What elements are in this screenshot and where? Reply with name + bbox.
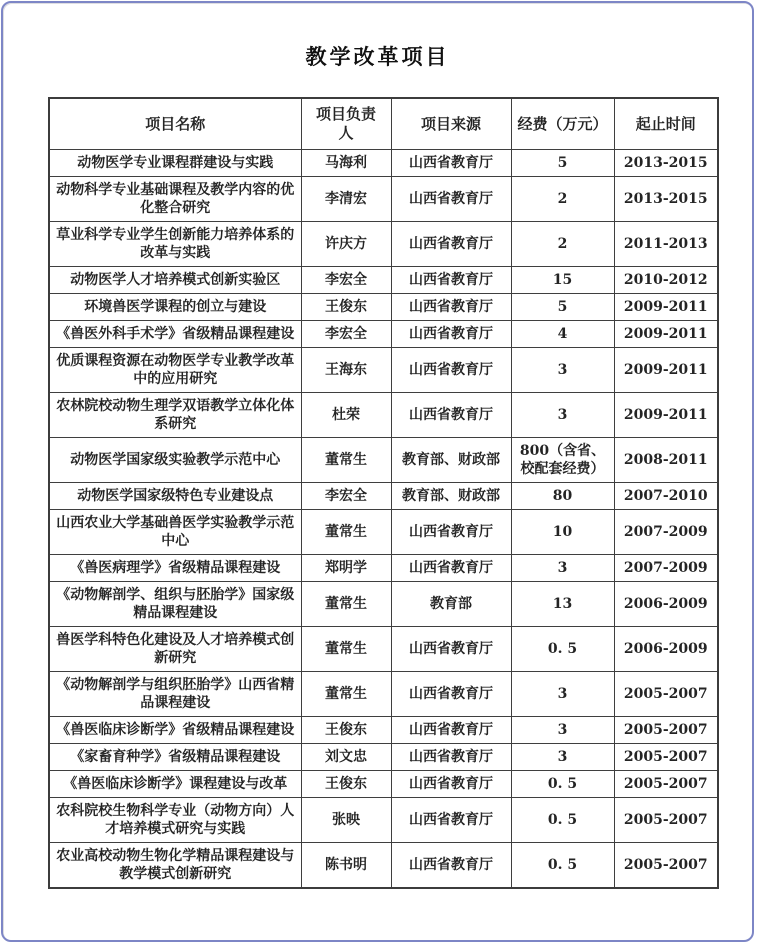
cell-project-name: 动物科学专业基础课程及教学内容的优化整合研究	[49, 177, 301, 222]
cell-period: 2009-2011	[614, 393, 718, 438]
cell-funding: 0. 5	[511, 771, 614, 798]
projects-table	[48, 97, 719, 889]
cell-source: 山西省教育厅	[391, 294, 511, 321]
cell-period: 2007-2010	[614, 483, 718, 510]
cell-leader: 董常生	[301, 672, 391, 717]
cell-source: 教育部、财政部	[391, 483, 511, 510]
cell-source: 山西省教育厅	[391, 267, 511, 294]
cell-source: 教育部	[391, 582, 511, 627]
cell-period: 2008-2011	[614, 438, 718, 483]
cell-leader: 李宏全	[301, 321, 391, 348]
cell-leader: 马海利	[301, 150, 391, 177]
cell-funding: 3	[511, 393, 614, 438]
table-row	[49, 393, 718, 438]
cell-funding: 0. 5	[511, 627, 614, 672]
cell-period: 2005-2007	[614, 672, 718, 717]
cell-project-name: 动物医学人才培养模式创新实验区	[49, 267, 301, 294]
cell-period: 2010-2012	[614, 267, 718, 294]
cell-project-name: 《兽医临床诊断学》省级精品课程建设	[49, 717, 301, 744]
cell-leader: 李宏全	[301, 483, 391, 510]
cell-leader: 李清宏	[301, 177, 391, 222]
cell-leader: 杜荣	[301, 393, 391, 438]
cell-period: 2005-2007	[614, 717, 718, 744]
cell-source: 山西省教育厅	[391, 393, 511, 438]
cell-leader: 王俊东	[301, 717, 391, 744]
table-row	[49, 510, 718, 555]
cell-leader: 董常生	[301, 510, 391, 555]
cell-period: 2005-2007	[614, 798, 718, 843]
table-row	[49, 582, 718, 627]
cell-leader: 张映	[301, 798, 391, 843]
cell-project-name: 《动物解剖学与组织胚胎学》山西省精品课程建设	[49, 672, 301, 717]
table-row	[49, 843, 718, 889]
cell-funding: 2	[511, 177, 614, 222]
cell-source: 山西省教育厅	[391, 744, 511, 771]
cell-period: 2009-2011	[614, 294, 718, 321]
cell-leader: 董常生	[301, 627, 391, 672]
cell-source: 山西省教育厅	[391, 798, 511, 843]
cell-funding: 3	[511, 717, 614, 744]
table-row	[49, 717, 718, 744]
column-header-period	[614, 98, 718, 150]
cell-project-name: 《兽医外科手术学》省级精品课程建设	[49, 321, 301, 348]
table-row	[49, 771, 718, 798]
cell-project-name: 草业科学专业学生创新能力培养体系的改革与实践	[49, 222, 301, 267]
cell-funding: 800（含省、校配套经费）	[511, 438, 614, 483]
cell-period: 2013-2015	[614, 177, 718, 222]
cell-project-name: 农科院校生物科学专业（动物方向）人才培养模式研究与实践	[49, 798, 301, 843]
table-row	[49, 177, 718, 222]
cell-source: 山西省教育厅	[391, 771, 511, 798]
cell-funding: 0. 5	[511, 843, 614, 889]
cell-leader: 王海东	[301, 348, 391, 393]
cell-project-name: 兽医学科特色化建设及人才培养模式创新研究	[49, 627, 301, 672]
column-header-leader-label: 项目负责人	[315, 105, 376, 142]
cell-leader: 陈书明	[301, 843, 391, 889]
cell-project-name: 农林院校动物生理学双语教学立体化体系研究	[49, 393, 301, 438]
cell-leader: 刘文忠	[301, 744, 391, 771]
header-row	[49, 98, 718, 150]
table-row	[49, 321, 718, 348]
cell-funding: 3	[511, 744, 614, 771]
cell-leader: 郑明学	[301, 555, 391, 582]
cell-source: 山西省教育厅	[391, 510, 511, 555]
page-title: 教学改革项目	[305, 45, 450, 69]
cell-leader: 董常生	[301, 582, 391, 627]
cell-source: 山西省教育厅	[391, 627, 511, 672]
column-header-funding	[511, 98, 614, 150]
table-row	[49, 627, 718, 672]
column-header-funding-label: 经费（万元）	[517, 114, 608, 133]
table-row	[49, 483, 718, 510]
cell-leader: 李宏全	[301, 267, 391, 294]
cell-funding: 3	[511, 348, 614, 393]
cell-source: 山西省教育厅	[391, 843, 511, 889]
cell-period: 2005-2007	[614, 744, 718, 771]
cell-funding: 5	[511, 150, 614, 177]
cell-project-name: 环境兽医学课程的创立与建设	[49, 294, 301, 321]
cell-leader: 王俊东	[301, 771, 391, 798]
cell-source: 山西省教育厅	[391, 717, 511, 744]
column-header-source	[391, 98, 511, 150]
cell-source: 山西省教育厅	[391, 177, 511, 222]
cell-period: 2007-2009	[614, 555, 718, 582]
table-row	[49, 672, 718, 717]
cell-period: 2011-2013	[614, 222, 718, 267]
cell-funding: 80	[511, 483, 614, 510]
table-row	[49, 150, 718, 177]
table-row	[49, 438, 718, 483]
cell-project-name: 动物医学国家级实验教学示范中心	[49, 438, 301, 483]
cell-funding: 4	[511, 321, 614, 348]
cell-funding: 3	[511, 555, 614, 582]
cell-period: 2009-2011	[614, 348, 718, 393]
cell-source: 山西省教育厅	[391, 672, 511, 717]
column-header-project-name-label: 项目名称	[145, 114, 206, 133]
cell-period: 2005-2007	[614, 843, 718, 889]
cell-project-name: 《家畜育种学》省级精品课程建设	[49, 744, 301, 771]
table-row	[49, 267, 718, 294]
cell-period: 2006-2009	[614, 627, 718, 672]
table-row	[49, 348, 718, 393]
table-row	[49, 555, 718, 582]
cell-project-name: 山西农业大学基础兽医学实验教学示范中心	[49, 510, 301, 555]
cell-project-name: 《兽医临床诊断学》课程建设与改革	[49, 771, 301, 798]
cell-funding: 10	[511, 510, 614, 555]
cell-period: 2013-2015	[614, 150, 718, 177]
cell-funding: 2	[511, 222, 614, 267]
cell-funding: 15	[511, 267, 614, 294]
cell-source: 山西省教育厅	[391, 555, 511, 582]
cell-project-name: 优质课程资源在动物医学专业教学改革中的应用研究	[49, 348, 301, 393]
cell-source: 山西省教育厅	[391, 348, 511, 393]
cell-period: 2009-2011	[614, 321, 718, 348]
cell-source: 教育部、财政部	[391, 438, 511, 483]
column-header-source-label: 项目来源	[420, 114, 481, 133]
document-page	[1, 1, 754, 942]
cell-leader: 许庆方	[301, 222, 391, 267]
column-header-period-label: 起止时间	[635, 114, 696, 133]
cell-project-name: 《动物解剖学、组织与胚胎学》国家级精品课程建设	[49, 582, 301, 627]
cell-period: 2005-2007	[614, 771, 718, 798]
cell-period: 2006-2009	[614, 582, 718, 627]
cell-funding: 0. 5	[511, 798, 614, 843]
cell-project-name: 动物医学国家级特色专业建设点	[49, 483, 301, 510]
cell-project-name: 《兽医病理学》省级精品课程建设	[49, 555, 301, 582]
cell-period: 2007-2009	[614, 510, 718, 555]
cell-project-name: 动物医学专业课程群建设与实践	[49, 150, 301, 177]
cell-leader: 董常生	[301, 438, 391, 483]
cell-source: 山西省教育厅	[391, 321, 511, 348]
table-row	[49, 744, 718, 771]
cell-funding: 13	[511, 582, 614, 627]
column-header-project-name	[49, 98, 301, 150]
table-row	[49, 294, 718, 321]
table-row	[49, 798, 718, 843]
table-row	[49, 222, 718, 267]
column-header-leader	[301, 98, 391, 150]
cell-source: 山西省教育厅	[391, 222, 511, 267]
cell-funding: 5	[511, 294, 614, 321]
cell-funding: 3	[511, 672, 614, 717]
cell-project-name: 农业高校动物生物化学精品课程建设与教学模式创新研究	[49, 843, 301, 889]
cell-source: 山西省教育厅	[391, 150, 511, 177]
cell-leader: 王俊东	[301, 294, 391, 321]
